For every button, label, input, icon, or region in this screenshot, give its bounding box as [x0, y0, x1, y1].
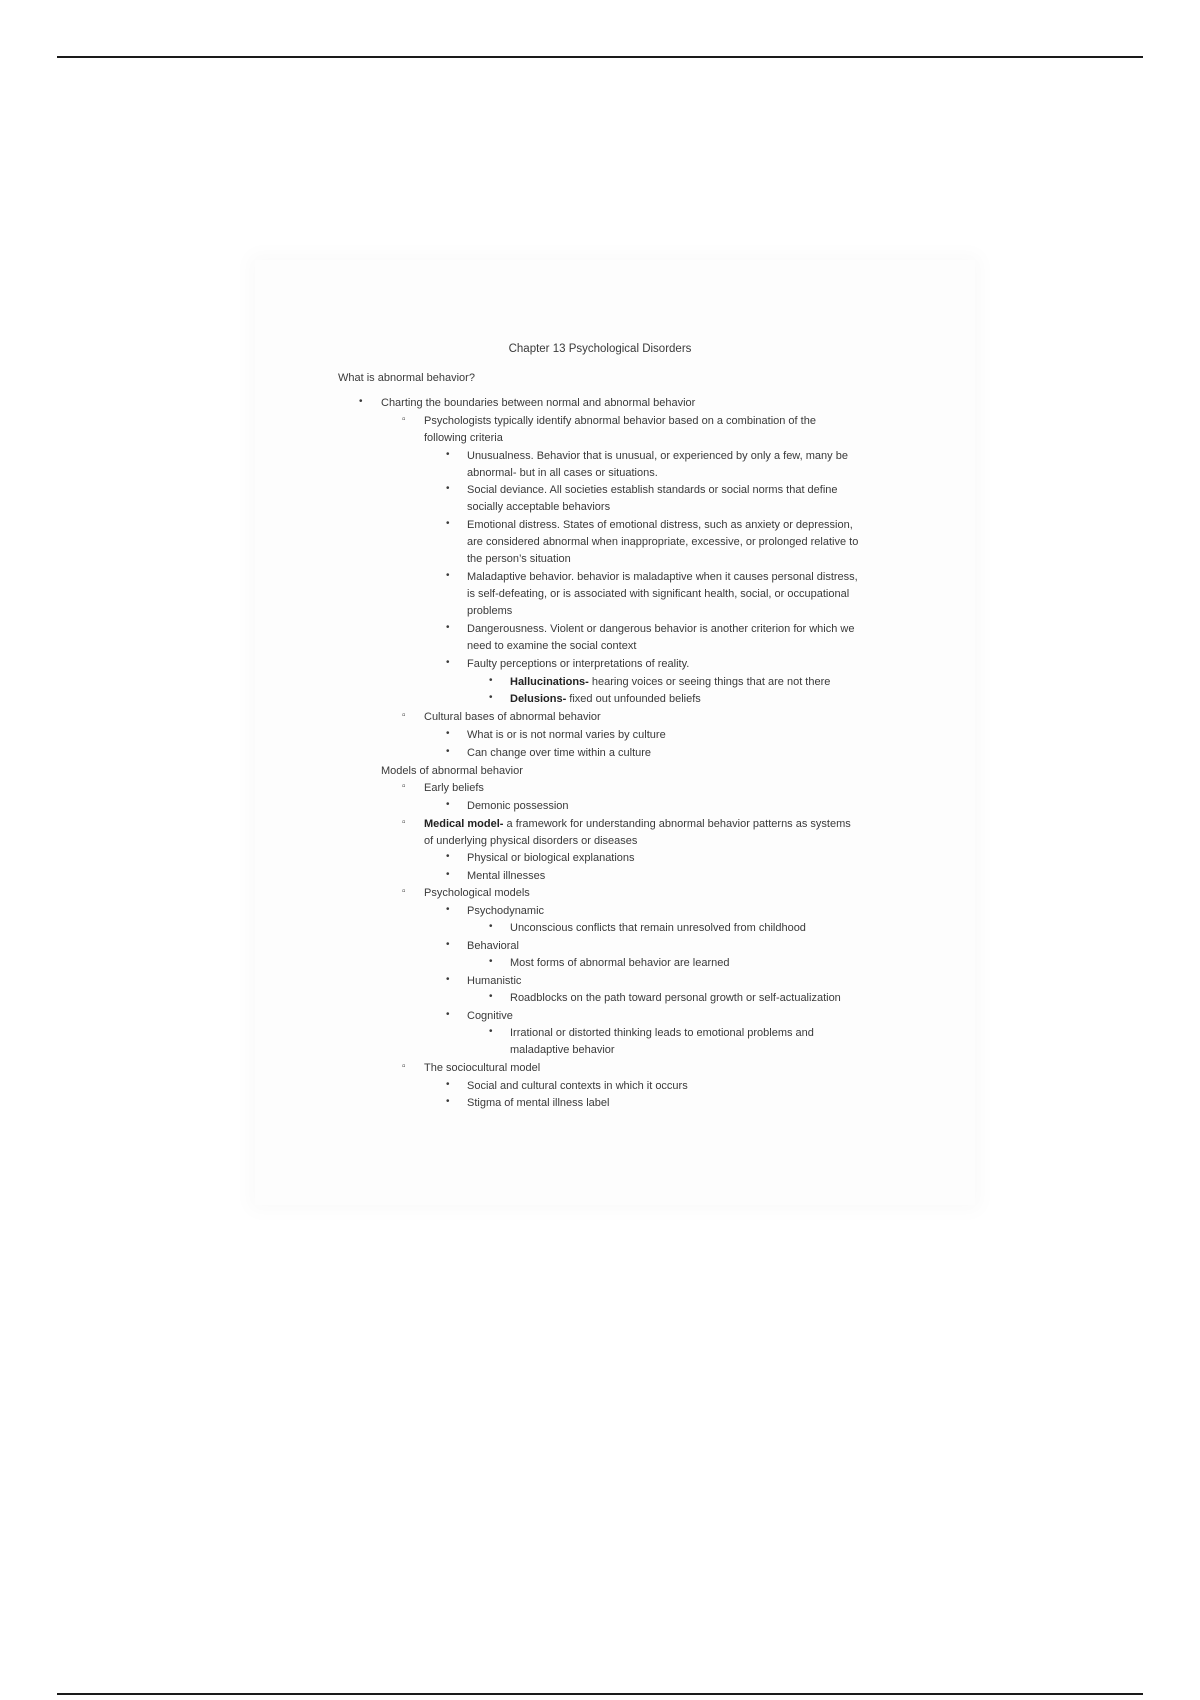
list-item-cont: need to examine the social context: [467, 640, 637, 652]
bullet-marker: •: [446, 518, 450, 529]
list-item-cont: of underlying physical disorders or diseases: [424, 835, 638, 847]
bullet-marker: •: [446, 1009, 450, 1020]
bullet-marker: •: [446, 869, 450, 880]
list-item: Unconscious conflicts that remain unresolved from childhood: [510, 922, 806, 934]
square-marker: ▫: [402, 781, 406, 792]
list-item: Emotional distress. States of emotional distress, such as anxiety or depression,: [467, 519, 853, 531]
list-item: What is or is not normal varies by culture: [467, 729, 666, 741]
bullet-marker: •: [446, 622, 450, 633]
list-item-cont: is self-defeating, or is associated with significant health, social, or occupational: [467, 588, 850, 600]
list-item-cont: maladaptive behavior: [510, 1044, 615, 1056]
list-item: Unusualness. Behavior that is unusual, or experienced by only a few, many be: [467, 450, 848, 462]
bullet-marker: •: [446, 1079, 450, 1090]
term-delusions: Delusions-: [510, 693, 567, 705]
list-item-cont: following criteria: [424, 432, 503, 444]
list-item: Faulty perceptions or interpretations of reality.: [467, 658, 690, 670]
section-heading: What is abnormal behavior?: [338, 372, 475, 384]
list-item: Demonic possession: [467, 800, 569, 812]
list-item: [510, 675, 830, 689]
list-item-cont: problems: [467, 605, 513, 617]
bullet-marker: •: [446, 657, 450, 668]
list-item: Social deviance. All societies establish standards or social norms that define: [467, 484, 838, 496]
page-title: Chapter 13 Psychological Disorders: [508, 343, 692, 355]
bullet-marker: •: [446, 728, 450, 739]
definition: a framework for understanding abnormal behavior patterns as systems: [503, 818, 851, 830]
list-item: Early beliefs: [424, 782, 484, 794]
bullet-marker: •: [446, 570, 450, 581]
square-marker: ▫: [402, 414, 406, 425]
definition: fixed out unfounded beliefs: [566, 693, 701, 705]
list-item-cont: abnormal- but in all cases or situations.: [467, 467, 658, 479]
list-item: Roadblocks on the path toward personal growth or self-actualization: [510, 992, 841, 1004]
list-item: Mental illnesses: [467, 870, 546, 882]
list-item: Behavioral: [467, 940, 519, 952]
list-item: Psychologists typically identify abnormal behavior based on a combination of the: [424, 415, 816, 427]
list-item: Psychological models: [424, 887, 530, 899]
list-item: Can change over time within a culture: [467, 747, 652, 759]
list-item: [510, 692, 701, 706]
subsection-heading: Models of abnormal behavior: [381, 765, 523, 777]
bullet-marker: •: [446, 799, 450, 810]
square-marker: ▫: [402, 886, 406, 897]
list-item: [424, 817, 851, 831]
list-item: Charting the boundaries between normal and abnormal behavior: [381, 397, 696, 409]
bullet-marker: •: [446, 483, 450, 494]
bullet-marker: •: [489, 692, 493, 703]
list-item-cont: the person’s situation: [467, 553, 571, 565]
list-item-cont: are considered abnormal when inappropriate, excessive, or prolonged relative to: [467, 536, 859, 548]
list-item: Stigma of mental illness label: [467, 1097, 610, 1109]
list-item: Psychodynamic: [467, 905, 545, 917]
definition: hearing voices or seeing things that are not there: [588, 676, 831, 688]
bottom-rule: [57, 1693, 1143, 1695]
square-marker: ▫: [402, 1061, 406, 1072]
bullet-marker: •: [446, 904, 450, 915]
list-item: Social and cultural contexts in which it occurs: [467, 1080, 688, 1092]
list-item: Irrational or distorted thinking leads to emotional problems and: [510, 1027, 814, 1039]
term-medical-model: Medical model-: [424, 818, 504, 830]
top-rule: [57, 56, 1143, 58]
list-item: Most forms of abnormal behavior are learned: [510, 957, 730, 969]
bullet-marker: •: [359, 396, 363, 407]
list-item: Cultural bases of abnormal behavior: [424, 711, 601, 723]
bullet-marker: •: [446, 851, 450, 862]
bullet-marker: •: [489, 991, 493, 1002]
list-item-cont: socially acceptable behaviors: [467, 501, 611, 513]
bullet-marker: •: [489, 921, 493, 932]
bullet-marker: •: [489, 1026, 493, 1037]
list-item: Maladaptive behavior. behavior is maladaptive when it causes personal distress,: [467, 571, 858, 583]
term-hallucinations: Hallucinations-: [510, 676, 589, 688]
bullet-marker: •: [446, 974, 450, 985]
list-item: Physical or biological explanations: [467, 852, 635, 864]
bullet-marker: •: [446, 746, 450, 757]
list-item: Humanistic: [467, 975, 522, 987]
bullet-marker: •: [446, 1096, 450, 1107]
square-marker: ▫: [402, 817, 406, 828]
square-marker: ▫: [402, 710, 406, 721]
bullet-marker: •: [446, 939, 450, 950]
bullet-marker: •: [489, 675, 493, 686]
bullet-marker: •: [489, 956, 493, 967]
list-item: Cognitive: [467, 1010, 513, 1022]
bullet-marker: •: [446, 449, 450, 460]
list-item: Dangerousness. Violent or dangerous behavior is another criterion for which we: [467, 623, 855, 635]
list-item: The sociocultural model: [424, 1062, 541, 1074]
